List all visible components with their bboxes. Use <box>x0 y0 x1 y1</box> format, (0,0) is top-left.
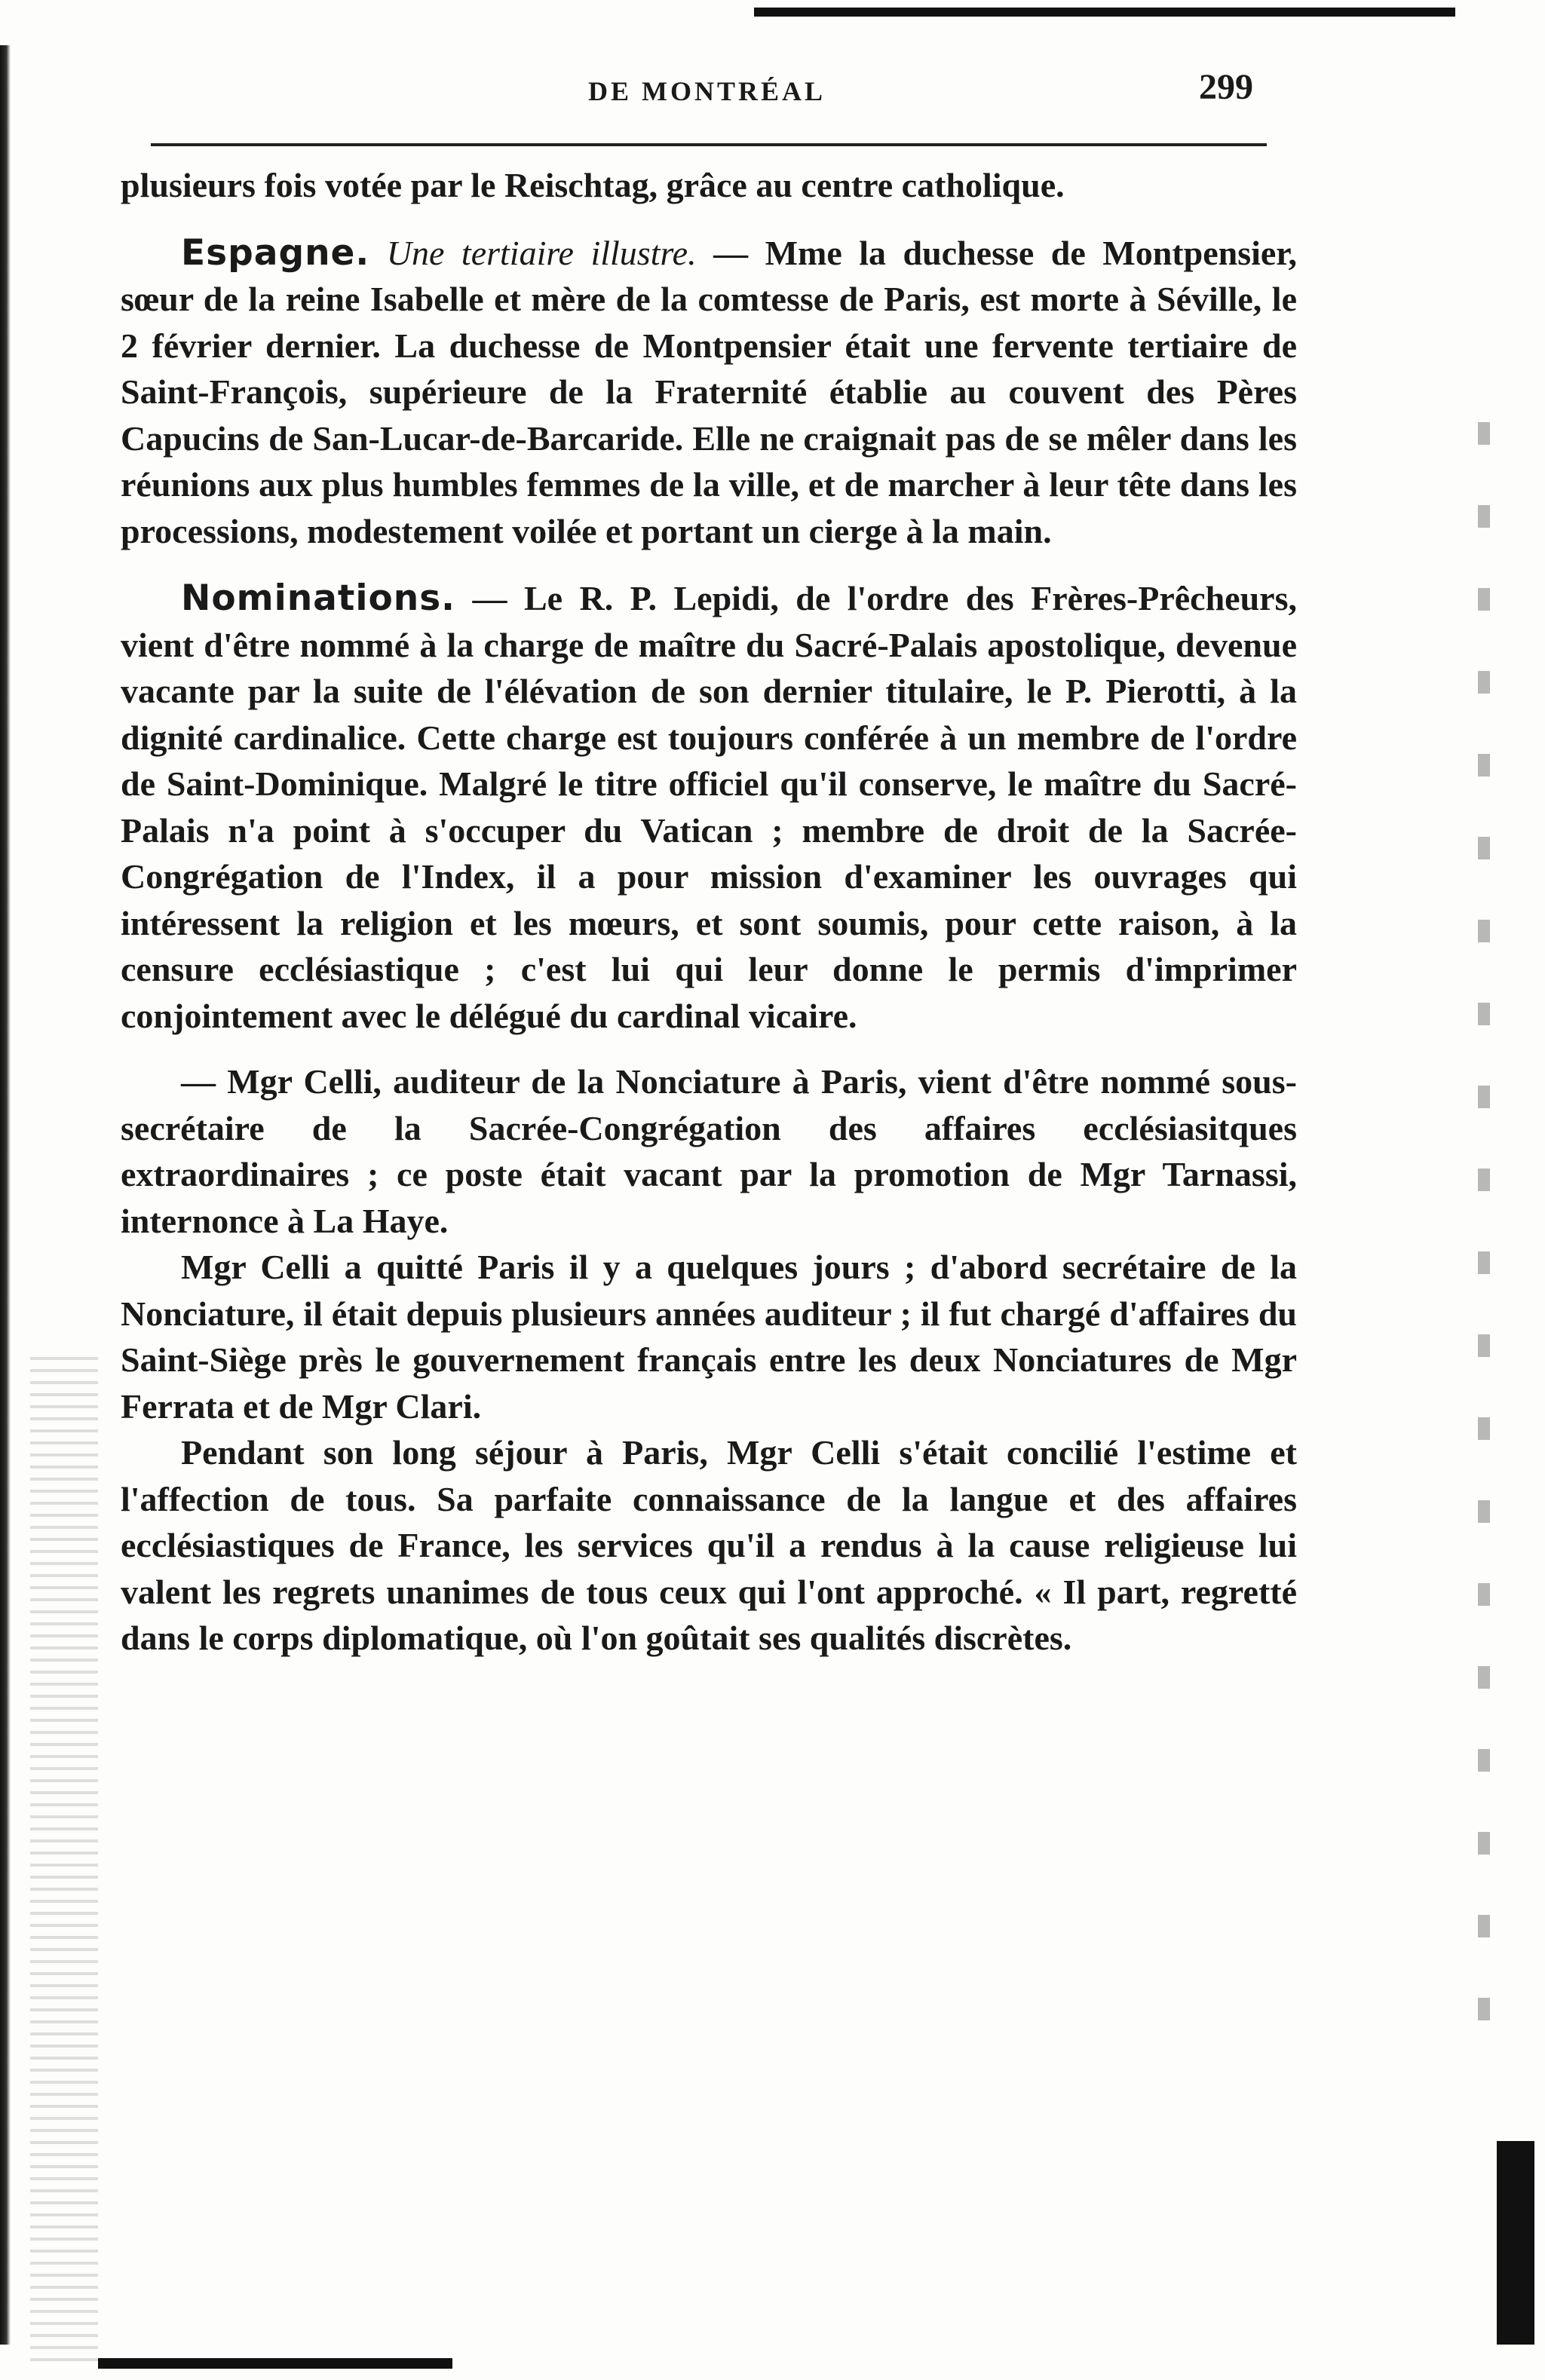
scan-right-marks <box>1478 422 1490 2081</box>
paragraph-nominations <box>121 575 1297 1039</box>
paragraph-celli-paris <box>121 1429 1297 1662</box>
section-subtitle: Une tertiaire illustre. <box>386 233 697 272</box>
paragraph-reischtag <box>121 162 1297 209</box>
paragraph-celli-departure <box>121 1244 1297 1429</box>
scan-top-rule <box>754 8 1455 17</box>
header-rule <box>151 143 1267 146</box>
scan-bottom-edge <box>98 2358 452 2369</box>
section-lead-espagne: Espagne. <box>181 231 370 274</box>
paragraph-text: Mgr Celli a quitté Paris il y a quelques jours ; d'abord secrétaire de la Nonciature, il était depuis plusieurs années auditeur ; il fut chargé d'affaires du Saint-Siège près le gouvernement français entre les deux Nonciatures de Mgr Ferrata et de Mgr Clari. <box>121 1248 1297 1426</box>
running-head: DE MONTRÉAL <box>588 76 826 106</box>
paragraph-text: — Mgr Celli, auditeur de la Nonciature à Paris, vient d'être nommé sous-secrétaire de la Sacrée-Congrégation des affaires ecclésiasitques extraordinaires ; ce poste était vacant par la promotion de Mgr Tarnassi, internonce à La Haye. <box>121 1062 1297 1240</box>
paragraph-text: — Le R. P. Lepidi, de l'ordre des Frères-Prêcheurs, vient d'être nommé à la charge de maître du Sacré-Palais apostolique, devenue vacante par la suite de l'élévation de son dernier titulaire, le P. Pierotti, à la dignité cardinalice. Cette charge est toujours conférée à un membre de l'ordre de Saint-Dominique. Malgré le titre officiel qu'il conserve, le maître du Sacré-Palais n'a point à s'occuper du Vatican ; membre de droit de la Sacrée-Congrégation de l'Index, il a pour mission d'examiner les ouvrages qui intéressent la religion et les mœurs, et sont soumis, pour cette raison, à la censure ecclésiastique ; c'est lui qui leur donne le permis d'imprimer conjointement avec le délégué du cardinal vicaire. <box>121 579 1298 1035</box>
scan-left-shadow <box>30 1357 98 2367</box>
article-body <box>121 162 1297 1662</box>
scan-right-edge <box>1497 2141 1534 2345</box>
paragraph-celli-nomination <box>121 1058 1297 1244</box>
scan-left-edge <box>0 45 11 2345</box>
section-lead-nominations: Nominations. <box>181 577 456 619</box>
paragraph-text: Pendant son long séjour à Paris, Mgr Celli s'était concilié l'estime et l'affection de tous. Sa parfaite connaissance de la langue et des affaires ecclésiastiques de France, les services qu'il a rendus à la cause religieuse lui valent les regrets unanimes de tous ceux qui l'ont approché. « Il part, regretté dans le corps diplomatique, où l'on goûtait ses qualités discrètes. <box>121 1433 1297 1657</box>
paragraph-espagne <box>121 230 1297 555</box>
page-number: 299 <box>1199 67 1253 107</box>
paragraph-text: — Mme la duchesse de Montpensier, sœur de la reine Isabelle et mère de la comtesse de Paris, est morte à Séville, le 2 février dernier. La duchesse de Montpensier était une fervente tertiaire de Saint-François, supérieure de la Fraternité établie au couvent des Pères Capucins de San-Lucar-de-Barcaride. Elle ne craignait pas de se mêler dans les réunions aux plus humbles femmes de la ville, et de marcher à leur tête dans les processions, modestement voilée et portant un cierge à la main. <box>121 233 1297 550</box>
paragraph-text: plusieurs fois votée par le Reischtag, grâce au centre catholique. <box>121 166 1065 204</box>
